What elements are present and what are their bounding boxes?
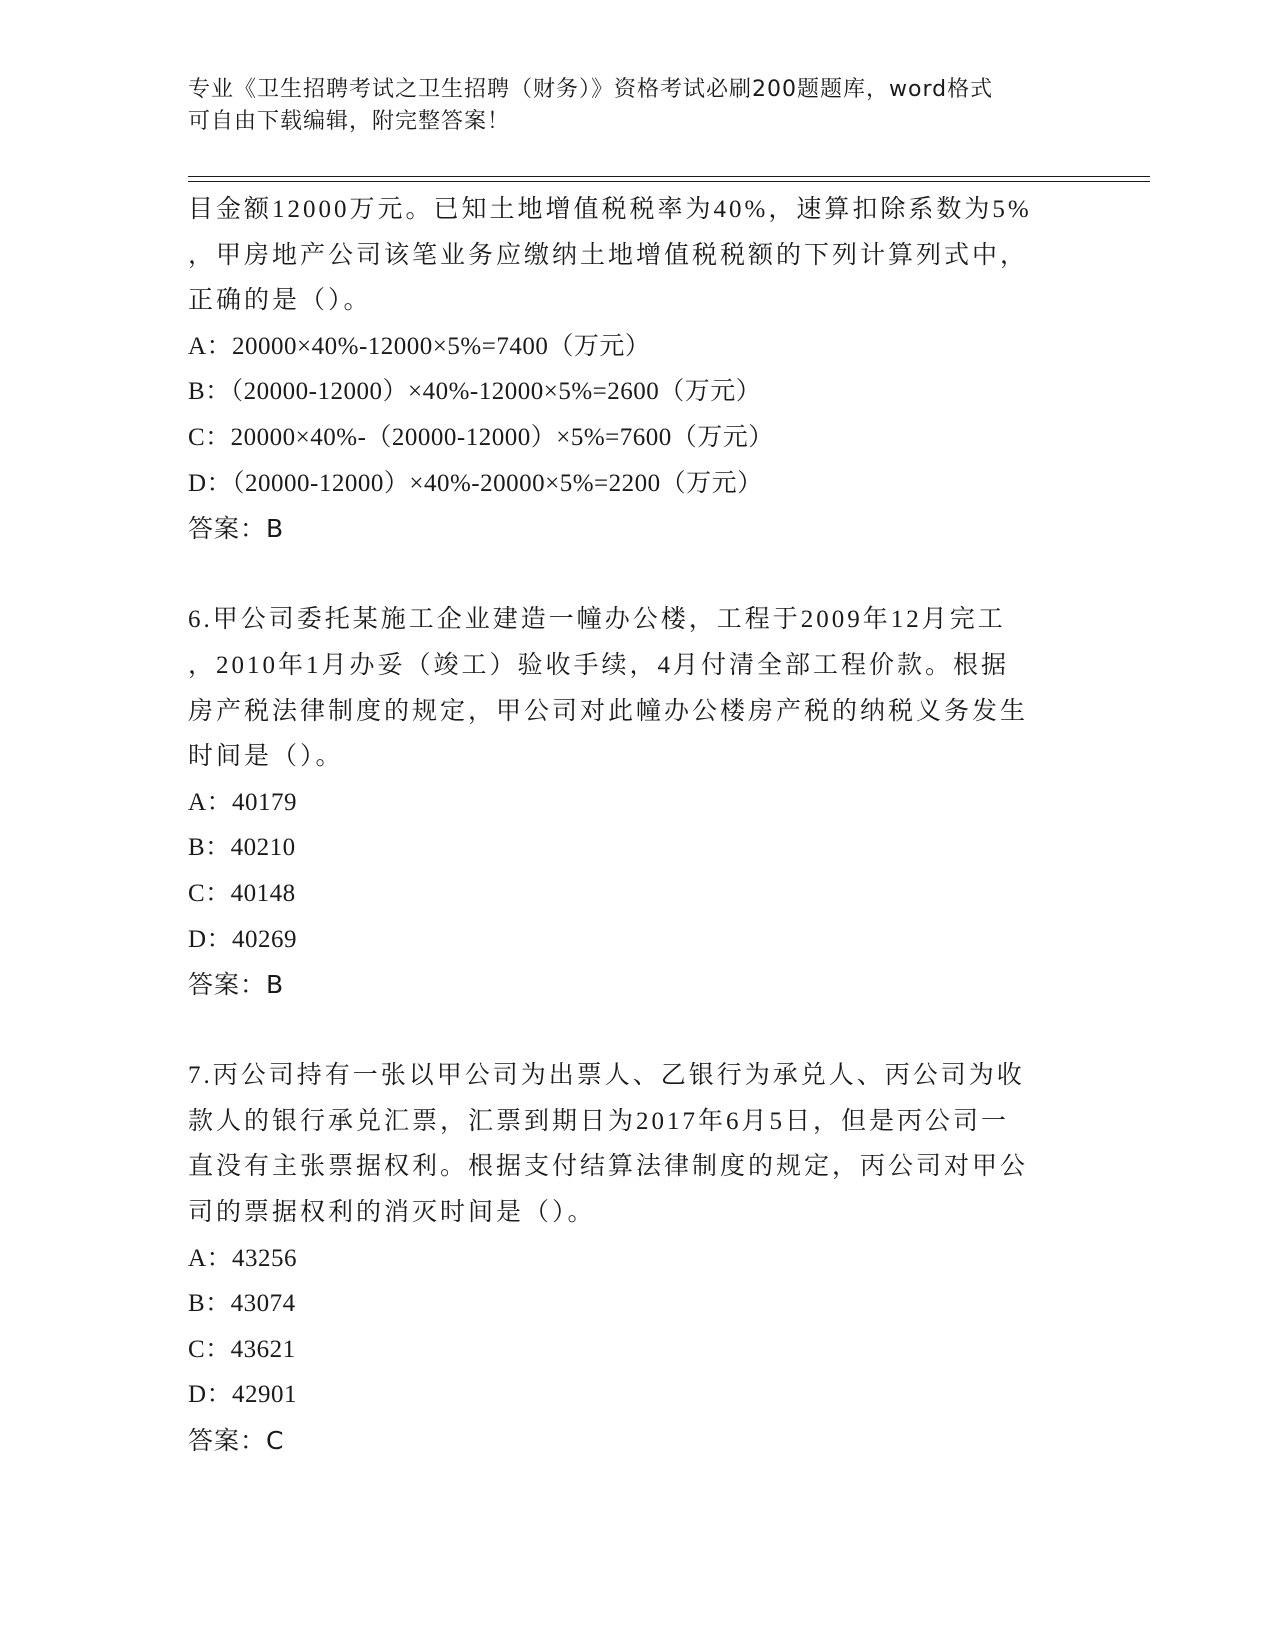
question-5	[188, 187, 1068, 552]
question-5-option-d: D：（20000-12000）×40%-20000×5%=2200（万元）	[188, 469, 763, 497]
question-5-answer: 答案：B	[188, 514, 285, 544]
header-line-1: 专业《卫生招聘考试之卫生招聘（财务）》资格考试必刷200题题库，word格式	[188, 77, 994, 102]
question-7-text	[188, 1053, 1068, 1235]
question-text-line: 7.丙公司持有一张以甲公司为出票人、乙银行为承兑人、丙公司为收	[188, 1062, 1025, 1090]
document-header	[188, 74, 1068, 138]
question-7-option-c: C：43621	[188, 1335, 296, 1363]
header-line-2: 可自由下载编辑，附完整答案！	[188, 109, 511, 134]
question-5-text	[188, 187, 1068, 324]
question-text-line: 正确的是（）。	[188, 287, 372, 315]
question-5-option-b: B：（20000-12000）×40%-12000×5%=2600（万元）	[188, 378, 762, 406]
question-5-option-c: C：20000×40%-（20000-12000）×5%=7600（万元）	[188, 423, 774, 451]
question-text-line: 款人的银行承兑汇票，汇票到期日为2017年6月5日，但是丙公司一	[188, 1107, 1010, 1135]
question-text-line: 6.甲公司委托某施工企业建造一幢办公楼，工程于2009年12月完工	[188, 606, 1006, 634]
question-7-answer: 答案：C	[188, 1426, 285, 1456]
question-6	[188, 597, 1068, 1007]
question-spacer	[188, 1008, 1068, 1054]
question-spacer	[188, 552, 1068, 598]
question-6-option-b: B：40210	[188, 834, 296, 862]
document-body	[188, 187, 1068, 1464]
question-text-line: 司的票据权利的消灭时间是（）。	[188, 1199, 596, 1227]
header-divider-top	[188, 176, 1150, 177]
header-divider-bottom	[188, 181, 1150, 182]
question-6-option-a: A：40179	[188, 788, 298, 816]
question-text-line: 房产税法律制度的规定，甲公司对此幢办公楼房产税的纳税义务发生	[188, 697, 1029, 725]
question-text-line: 目金额12000万元。已知土地增值税税率为40%，速算扣除系数为5%	[188, 196, 1032, 223]
question-text-line: 时间是（）。	[188, 743, 344, 771]
question-6-option-c: C：40148	[188, 879, 296, 907]
question-5-option-a: A：20000×40%-12000×5%=7400（万元）	[188, 332, 651, 360]
question-7-option-d: D：42901	[188, 1381, 298, 1409]
question-6-text	[188, 597, 1068, 779]
question-6-option-d: D：40269	[188, 925, 298, 953]
question-text-line: ，2010年1月办妥（竣工）验收手续，4月付清全部工程价款。根据	[188, 651, 1010, 679]
question-7	[188, 1053, 1068, 1463]
question-text-line: 直没有主张票据权利。根据支付结算法律制度的规定，丙公司对甲公	[188, 1153, 1029, 1181]
question-6-answer: 答案：B	[188, 970, 285, 1000]
question-text-line: ，甲房地产公司该笔业务应缴纳土地增值税税额的下列计算列式中，	[188, 241, 1029, 269]
question-7-option-a: A：43256	[188, 1244, 298, 1272]
question-7-option-b: B：43074	[188, 1290, 296, 1318]
